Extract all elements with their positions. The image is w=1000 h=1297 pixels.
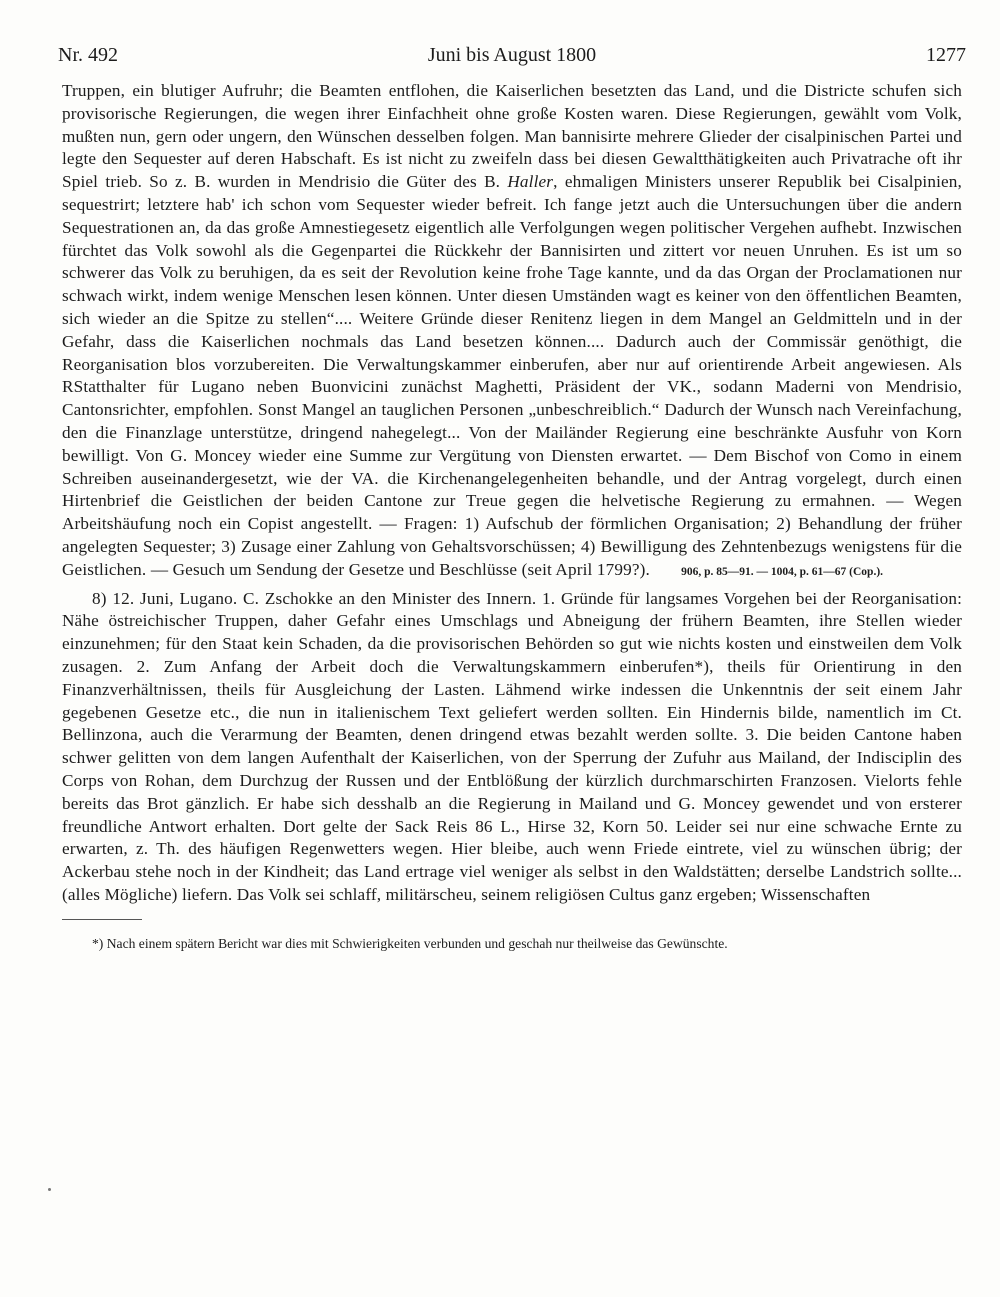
- document-number: Nr. 492: [58, 44, 118, 66]
- paragraph-entry: 8) 12. Juni, Lugano. C. Zschokke an den Minister des Innern. 1. Gründe für langsames Vorgehen bei der Reorganisation: Nähe östreichischer Truppen, daher Gefahr eines Umschlags und Abneigung der frühern Beamten, ihre Stellen wieder einzunehmen; für den Staat kein Schaden, da die provisorischen Behörden so gut wie nichts kosten und einstweilen dem Volk zusagen. 2. Zum Anfang der Arbeit doch die Verwaltungskammern einberufen*), theils für Orientirung in den Finanzverhältnissen, theils für Ausgleichung der Lasten. Lähmend wirke indessen die Unkenntnis der seit einem Jahr gegebenen Gesetze etc., die nun in italienischem Text geliefert werden sollten. Ein Hindernis bilde, namentlich im Ct. Bellinzona, auch die Verarmung der Beamten, denen dringend etwas bezahlt werden sollte. 3. Die beiden Cantone haben schwer gelitten von dem langen Aufenthalt der Kaiserlichen, von der Sperrung der Zufuhr aus Mailand, der Indisciplin des Corps von Rohan, dem Durchzug der Russen und der Entblößung der kürzlich durchmarschirten Franzosen. Vielorts fehle bereits das Brot gänzlich. Er habe sich desshalb an die Regierung in Mailand und G. Moncey gewendet und von ersterer freundliche Antwort erhalten. Dort gelte der Sack Reis 86 L., Hirse 32, Korn 50. Leider sei nur eine schwache Ernte zu erwarten, z. Th. des häufigen Regenwetters wegen. Hier bleibe, auch wenn Friede eintrete, viel zu wünschen übrig; der Ackerbau stehe noch in der Kindheit; das Land ertrage viel weniger als selbst in den Waldstätten; derselbe Landstrich sollte... (alles Mögliche) liefern. Das Volk sei schlaff, militärscheu, seinem religiösen Cultus ganz ergeben; Wissenschaften: [62, 588, 962, 904]
- paragraph-continuation: [62, 80, 962, 584]
- running-head: [58, 44, 966, 80]
- scan-speck: [48, 1188, 51, 1191]
- paragraph-text: , ehmaligen Ministers unserer Republik bei Cisalpinien, sequestrirt; letztere hab' ich schon vom Sequester wieder befreit. Ich fange jetzt auch die Untersuchungen über die andern Sequestrationen an, da das große Amnestiegesetz eigentlich alle Verfolgungen wegen politischer Vergehen aufhebt. Inzwischen fürchtet das Volk sowohl als die Gegenpartei die Rückkehr der Bannisirten und zittert vor neuen Unruhen. Es ist um so schwerer das Volk zu beruhigen, da es seit der Revolution keine frohe Tage kannte, und da das Organ der Proclamationen nur schwach wirkt, indem wenige Menschen lesen können. Unter diesen Umständen wagt es keiner von den öffentlichen Beamten, sich wieder an die Spitze zu stellen“.... Weitere Gründe dieser Renitenz liegen in dem Mangel an Geldmitteln und in der Gefahr, dass die Kaiserlichen nochmals das Land besetzen können.... Dadurch auch der Commissär genöthigt, die Reorganisation blos vorzubereiten. Die Verwaltungskammer einberufen, aber nur auf orientirende Arbeit angewiesen. Als RStatthalter für Lugano neben Buonvicini zunächst Maghetti, Präsident der VK., sodann Maderni von Mendrisio, Cantonsrichter, empfohlen. Sonst Mangel an tauglichen Personen „unbeschreiblich.“ Dadurch der Wunsch nach Vereinfachung, den die Finanzlage unterstütze, dringend nahegelegt... Von der Mailänder Regierung eine beschränkte Ausfuhr von Korn bewilligt. Von G. Moncey wieder eine Summe zur Vergütung von Diensten erwartet. — Dem Bischof von Como in einem Schreiben auseinandergesetzt, wie der VA. die Kirchenangelegenheiten behandle, und der Antrag vorgelegt, durch einen Hirtenbrief die Geistlichen der beiden Cantone zur Treue gegen die helvetische Regierung zu ermahnen. — Wegen Arbeitshäufung noch ein Copist angestellt. — Fragen: 1) Aufschub der förmlichen Organisation; 2) Behandlung der früher angelegten Sequester; 3) Zusage einer Zahlung von Gehaltsvorschüssen; 4) Bewilligung des Zehntenbezugs wenigstens für die Geistlichen. — Gesuch um Sendung der Gesetze und Beschlüsse (seit April 1799?).: [62, 172, 962, 579]
- archive-reference: 906, p. 85—91. — 1004, p. 61—67 (Cop.).: [681, 565, 884, 578]
- paragraph-text: Truppen, ein blutiger Aufruhr; die Beamten entflohen, die Kaiserlichen besetzten das Land, und die Districte schufen sich provisorische Regierungen, die wegen ihrer Einfachheit ohne große Kosten waren. Diese Regierungen, gewählt vom Volk, mußten nun, gern oder ungern, den Wünschen desselben folgen. Man bannisirte mehrere Glieder der cisalpinischen Partei und legte den Sequester auf deren Habschaft. Es ist nicht zu zweifeln dass bei diesen Gewaltthätigkeiten auch Privatrache oft ihr Spiel trieb. So z. B. wurden in Mendrisio die Güter des B.: [62, 81, 962, 192]
- page-number: 1277: [926, 44, 966, 66]
- person-name: Haller: [507, 172, 554, 192]
- document-page: [58, 44, 966, 954]
- footnote-rule: [62, 919, 142, 920]
- footnote: *) Nach einem spätern Bericht war dies mit Schwierigkeiten verbunden und geschah nur theilweise das Gewünschte.: [92, 935, 728, 951]
- page-date-range: Juni bis August 1800: [427, 44, 597, 66]
- body-text: [62, 80, 962, 907]
